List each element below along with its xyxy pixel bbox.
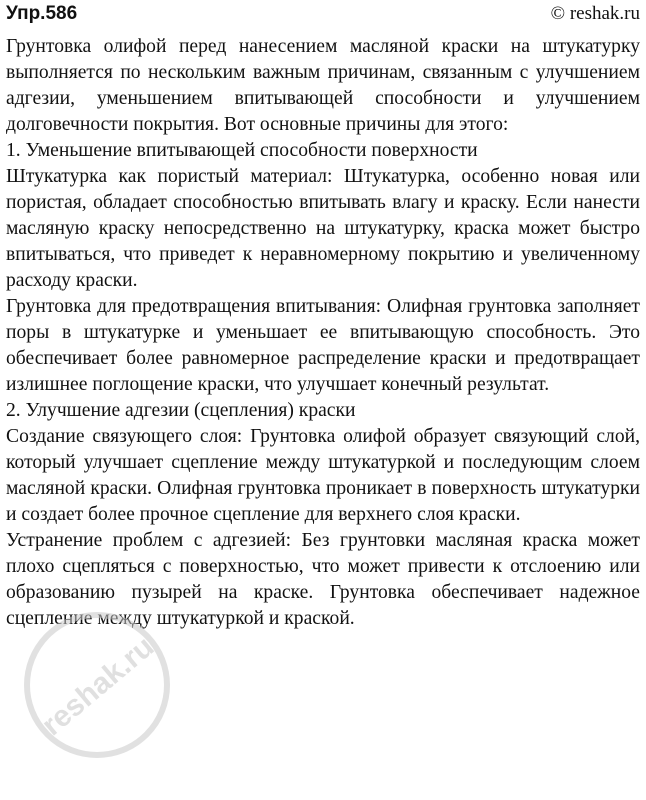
page-header (6, 0, 640, 28)
section-heading-2: 2. Улучшение адгезии (сцепления) краски (6, 400, 356, 421)
paragraph-primer-absorption: Грунтовка для предотвращения впитывания: Олифная грунтовка заполняет поры в штукатурке и уменьшает ее впитывающую способность. Это обеспечивает более равномерное распределение краски и предотвращает излишнее поглощение краски, что улучшает конечный результат. (6, 296, 640, 395)
section-heading-1: 1. Уменьшение впитывающей способности поверхности (6, 140, 478, 161)
watermark-text: reshak.ru (35, 630, 161, 743)
intro-paragraph: Грунтовка олифой перед нанесением масляной краски на штукатурку выполняется по нескольким важным причинам, связанным с улучшением адгезии, уменьшением впитывающей способности и улучшением долговечности покрытия. Вот основные причины для этого: (6, 36, 640, 135)
answer-text (6, 34, 640, 632)
paragraph-adhesion-problems: Устранение проблем с адгезией: Без грунтовки масляная краска может плохо сцепляться с поверхностью, что может привести к отслоению или образованию пузырей на краске. Грунтовка обеспечивает надежное сцепление между штукатуркой и краской. (6, 530, 640, 629)
copyright-label: © reshak.ru (550, 3, 640, 24)
paragraph-plaster-porous: Штукатурка как пористый материал: Штукатурка, особенно новая или пористая, обладает способностью впитывать влагу и краску. Если нанести масляную краску непосредственно на штукатурку, краска может быстро впитываться, что приведет к неравномерному покрытию и увеличенному расходу краски. (6, 166, 640, 291)
exercise-title: Упр.586 (6, 3, 78, 24)
paragraph-binding-layer: Создание связующего слоя: Грунтовка олифой образует связующий слой, который улучшает сцепление между штукатуркой и последующим слоем масляной краски. Олифная грунтовка проникает в поверхность штукатурки и создает более прочное сцепление для верхнего слоя краски. (6, 426, 640, 525)
